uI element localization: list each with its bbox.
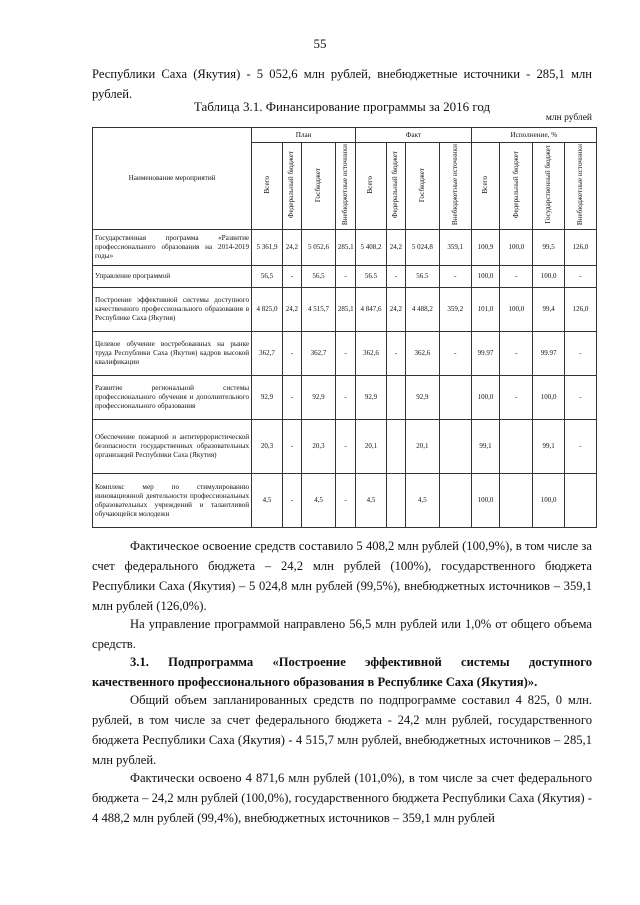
row-name: Государственная программа «Развитие профессионального образования на 2014-2019 годы» xyxy=(93,230,252,266)
row-value xyxy=(439,474,471,528)
row-value: 100,0 xyxy=(533,474,565,528)
row-value: 126,0 xyxy=(565,288,597,332)
row-value: 56.5 xyxy=(356,266,387,288)
row-name: Обеспечение пожарной и антитеррористической безопасности государственных образовательных организаций Республики Саха (Якутия) xyxy=(93,420,252,474)
table-row xyxy=(93,266,597,288)
row-value xyxy=(500,474,533,528)
row-value: 92,9 xyxy=(252,376,283,420)
row-value: 24,2 xyxy=(282,288,301,332)
row-value: 4,5 xyxy=(405,474,439,528)
row-value: 24,2 xyxy=(282,230,301,266)
row-name: Развитие региональной системы профессионального обучения и дополнительного профессионального образования xyxy=(93,376,252,420)
row-value: 126,0 xyxy=(565,230,597,266)
header-exec: Исполнение, % xyxy=(471,128,596,143)
row-value: 4 488,2 xyxy=(405,288,439,332)
row-value xyxy=(500,420,533,474)
row-value: 56,5 xyxy=(252,266,283,288)
row-value: 100,0 xyxy=(533,376,565,420)
col-exec-state: Государственный бюджет xyxy=(533,143,565,230)
col-exec-total: Всего xyxy=(471,143,500,230)
row-value: 99.97 xyxy=(533,332,565,376)
row-value xyxy=(386,420,405,474)
row-value: - xyxy=(500,266,533,288)
row-value: 362,6 xyxy=(405,332,439,376)
table-row xyxy=(93,376,597,420)
row-value: 285,1 xyxy=(335,288,355,332)
col-plan-total: Всего xyxy=(252,143,283,230)
row-value: - xyxy=(335,332,355,376)
row-value: 4,5 xyxy=(301,474,335,528)
table-row xyxy=(93,288,597,332)
row-value: 5 408,2 xyxy=(356,230,387,266)
row-value xyxy=(565,474,597,528)
row-value: 99.97 xyxy=(471,332,500,376)
section-heading: 3.1. Подпрограмма «Построение эффективной системы доступного качественного профессионального образования в Республике Саха (Якутия)». xyxy=(92,655,592,689)
row-name: Построение эффективной системы доступного качественного профессионального образования в Республике Саха (Якутия) xyxy=(93,288,252,332)
row-value: 362,7 xyxy=(252,332,283,376)
row-value: 362,7 xyxy=(301,332,335,376)
row-value: 285,1 xyxy=(335,230,355,266)
row-value: 92,9 xyxy=(301,376,335,420)
row-value: 4,5 xyxy=(252,474,283,528)
row-value: 5 024,8 xyxy=(405,230,439,266)
row-value: - xyxy=(500,332,533,376)
row-value: 100,0 xyxy=(471,474,500,528)
row-value: - xyxy=(565,420,597,474)
row-value: - xyxy=(335,420,355,474)
col-exec-federal: Федеральный бюджет xyxy=(500,143,533,230)
row-value: - xyxy=(335,474,355,528)
row-value: - xyxy=(439,332,471,376)
row-value: 56.5 xyxy=(405,266,439,288)
row-value: 99,1 xyxy=(533,420,565,474)
row-value: - xyxy=(282,376,301,420)
row-value: 99,1 xyxy=(471,420,500,474)
col-fact-state: Госбюджет xyxy=(405,143,439,230)
table-caption: Таблица 3.1. Финансирование программы за 2016 год xyxy=(193,99,491,114)
table-unit: млн рублей xyxy=(545,113,592,123)
row-name: Комплекс мер по стимулированию инновационной деятельности профессиональных образовательных учреждений и талантливой обучающейся молодежи xyxy=(93,474,252,528)
header-fact: Факт xyxy=(356,128,472,143)
col-fact-offbudget: Внебюджетные источники xyxy=(439,143,471,230)
row-value: - xyxy=(282,420,301,474)
row-value: 92,9 xyxy=(405,376,439,420)
row-value: 4 847,6 xyxy=(356,288,387,332)
col-fact-federal: Федеральный бюджет xyxy=(386,143,405,230)
row-value: 100,0 xyxy=(471,266,500,288)
table-row xyxy=(93,474,597,528)
row-value: - xyxy=(335,266,355,288)
row-value: 20,1 xyxy=(356,420,387,474)
row-value: 100,0 xyxy=(471,376,500,420)
financing-table xyxy=(92,127,597,528)
paragraph-1: Фактическое освоение средств составило 5 408,2 млн рублей (100,9%), в том числе за счет федерального бюджета – 24,2 млн рублей (100%), государственного бюджета Республики Саха (Якутия) – 5 024,8 млн рублей (99,5%), внебюджетных источников – 359,1 млн рублей (126,0%). xyxy=(92,539,592,613)
row-value: - xyxy=(386,266,405,288)
row-name: Управление программой xyxy=(93,266,252,288)
header-plan: План xyxy=(252,128,356,143)
paragraph-2: На управление программой направлено 56,5 млн рублей или 1,0% от общего объема средств. xyxy=(92,617,592,651)
row-value: 101,0 xyxy=(471,288,500,332)
col-exec-offbudget: Внебюджетные источники xyxy=(565,143,597,230)
row-value: 4 515,7 xyxy=(301,288,335,332)
table-row xyxy=(93,332,597,376)
row-value: - xyxy=(282,332,301,376)
row-value: 56,5 xyxy=(301,266,335,288)
row-value: - xyxy=(282,266,301,288)
row-value: 99,5 xyxy=(533,230,565,266)
row-value: 100,9 xyxy=(471,230,500,266)
row-value: 362,6 xyxy=(356,332,387,376)
row-value: 99,4 xyxy=(533,288,565,332)
row-value xyxy=(439,376,471,420)
row-value: 4,5 xyxy=(356,474,387,528)
row-value: 92,9 xyxy=(356,376,387,420)
row-value: 359,2 xyxy=(439,288,471,332)
row-value: 20,3 xyxy=(301,420,335,474)
col-plan-state: Госбюджет xyxy=(301,143,335,230)
row-value: 5 361,9 xyxy=(252,230,283,266)
row-value xyxy=(386,474,405,528)
table-row xyxy=(93,230,597,266)
row-value: - xyxy=(500,376,533,420)
row-value: - xyxy=(565,266,597,288)
row-value: 4 825,0 xyxy=(252,288,283,332)
row-value xyxy=(439,420,471,474)
row-value: - xyxy=(439,266,471,288)
row-value: - xyxy=(335,376,355,420)
header-name: Наименование мероприятий xyxy=(93,128,252,230)
intro-text: Республики Саха (Якутия) - 5 052,6 млн рублей, внебюджетные источники - 285,1 млн рублей. xyxy=(92,67,592,101)
page-number: 55 xyxy=(313,36,327,51)
row-value: - xyxy=(386,332,405,376)
row-value: 24,2 xyxy=(386,230,405,266)
row-value: 100,0 xyxy=(500,288,533,332)
row-name: Целевое обучение востребованных на рынке труда Республики Саха (Якутия) кадров высокой квалификации xyxy=(93,332,252,376)
row-value: 359,1 xyxy=(439,230,471,266)
row-value: - xyxy=(282,474,301,528)
row-value: - xyxy=(565,376,597,420)
table-row xyxy=(93,420,597,474)
row-value: 20,1 xyxy=(405,420,439,474)
col-plan-federal: Федеральный бюджет xyxy=(282,143,301,230)
row-value: 5 052,6 xyxy=(301,230,335,266)
col-fact-total: Всего xyxy=(356,143,387,230)
paragraph-4: Фактически освоено 4 871,6 млн рублей (101,0%), в том числе за счет федерального бюджета – 24,2 млн рублей (100,0%), государственного бюджета Республики Саха (Якутия) - 4 488,2 млн рублей (99,4%), внебюджетных источников – 359,1 млн рублей xyxy=(92,771,592,825)
row-value xyxy=(386,376,405,420)
paragraph-3: Общий объем запланированных средств по подпрограмме составил 4 825, 0 млн. рублей, в том числе за счет федерального бюджета - 24,2 млн рублей, государственного бюджета Республики Саха (Якутия) - 4 515,7 млн рублей, внебюджетных источников – 285,1 млн рублей. xyxy=(92,693,592,767)
row-value: 24,2 xyxy=(386,288,405,332)
col-plan-offbudget: Внебюджетные источники xyxy=(335,143,355,230)
row-value: 100.0 xyxy=(533,266,565,288)
row-value: 100,0 xyxy=(500,230,533,266)
row-value: 20,3 xyxy=(252,420,283,474)
row-value: - xyxy=(565,332,597,376)
